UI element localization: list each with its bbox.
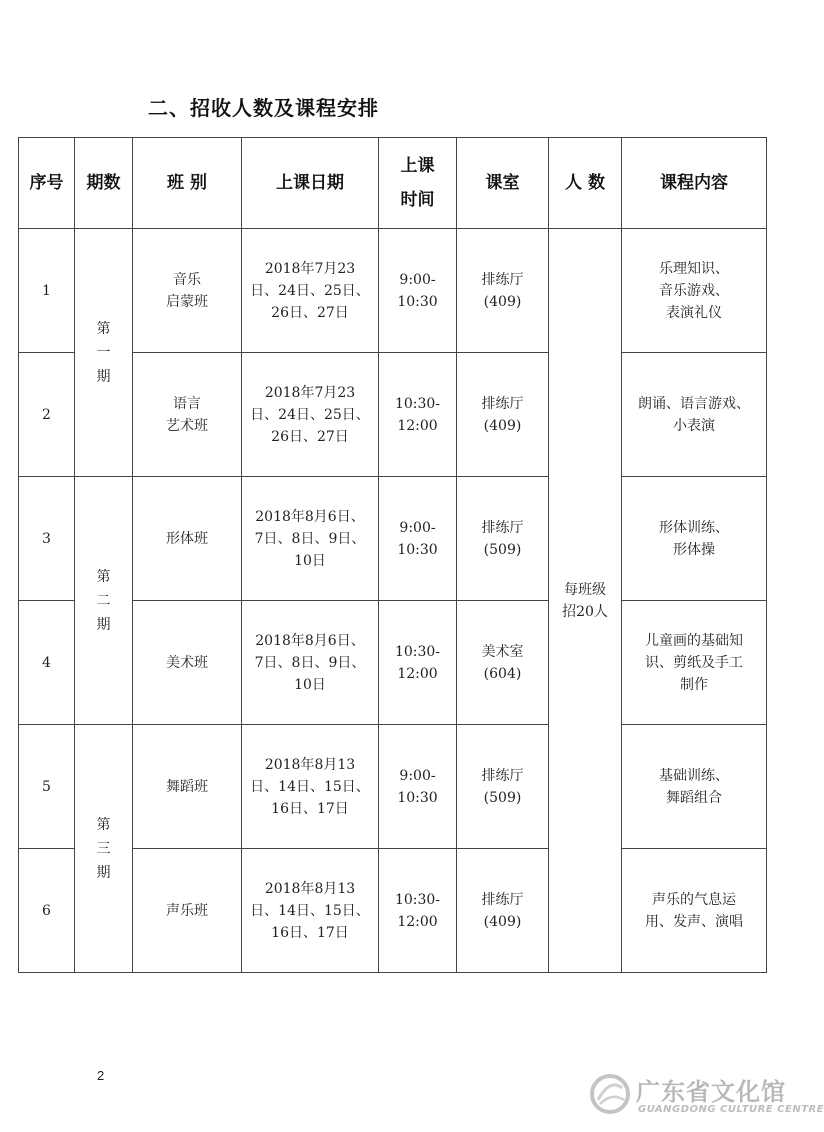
culture-centre-logo-icon xyxy=(588,1072,632,1116)
row-content: 乐理知识、 音乐游戏、 表演礼仪 xyxy=(622,229,767,353)
row-room: 排练厅 (409) xyxy=(457,353,549,477)
row-seq: 3 xyxy=(19,477,75,601)
row-room: 排练厅 (509) xyxy=(457,725,549,849)
header-row xyxy=(19,138,767,229)
header-period: 期数 xyxy=(75,138,133,229)
row-date: 2018年8月6日、 7日、8日、9日、 10日 xyxy=(242,601,379,725)
row-time: 10:30- 12:00 xyxy=(379,849,457,973)
schedule-table xyxy=(18,137,767,973)
row-class: 语言 艺术班 xyxy=(133,353,242,477)
period-label: 第 一 期 xyxy=(96,320,111,385)
row-seq: 4 xyxy=(19,601,75,725)
header-seq: 序号 xyxy=(19,138,75,229)
row-class: 舞蹈班 xyxy=(133,725,242,849)
period-label: 第 二 期 xyxy=(96,568,111,633)
row-date: 2018年8月13 日、14日、15日、 16日、17日 xyxy=(242,849,379,973)
row-room: 排练厅 (509) xyxy=(457,477,549,601)
row-seq: 1 xyxy=(19,229,75,353)
row-date: 2018年8月6日、 7日、8日、9日、 10日 xyxy=(242,477,379,601)
period-cell xyxy=(75,725,133,973)
table-row xyxy=(19,229,767,353)
row-date: 2018年7月23 日、24日、25日、 26日、27日 xyxy=(242,353,379,477)
row-date: 2018年8月13 日、14日、15日、 16日、17日 xyxy=(242,725,379,849)
page-number: 2 xyxy=(97,1068,105,1083)
row-seq: 6 xyxy=(19,849,75,973)
row-time: 9:00- 10:30 xyxy=(379,725,457,849)
watermark-name-en: GUANGDONG CULTURE CENTRE xyxy=(638,1104,824,1115)
header-class: 班 别 xyxy=(133,138,242,229)
period-cell xyxy=(75,229,133,477)
header-time: 上课 时间 xyxy=(379,138,457,229)
table-row xyxy=(19,477,767,601)
watermark xyxy=(588,1070,824,1122)
row-seq: 2 xyxy=(19,353,75,477)
header-room: 课室 xyxy=(457,138,549,229)
table-row xyxy=(19,725,767,849)
enrollment-cell: 每班级 招20人 xyxy=(549,229,622,973)
row-room: 排练厅 (409) xyxy=(457,229,549,353)
period-cell xyxy=(75,477,133,725)
row-time: 9:00- 10:30 xyxy=(379,229,457,353)
row-date: 2018年7月23 日、24日、25日、 26日、27日 xyxy=(242,229,379,353)
row-class: 美术班 xyxy=(133,601,242,725)
row-content: 朗诵、语言游戏、 小表演 xyxy=(622,353,767,477)
header-count: 人 数 xyxy=(549,138,622,229)
row-content: 儿童画的基础知 识、剪纸及手工 制作 xyxy=(622,601,767,725)
row-seq: 5 xyxy=(19,725,75,849)
watermark-name-cn: 广东省文化馆 xyxy=(636,1078,786,1106)
row-content: 基础训练、 舞蹈组合 xyxy=(622,725,767,849)
row-class: 形体班 xyxy=(133,477,242,601)
row-content: 声乐的气息运 用、发声、演唱 xyxy=(622,849,767,973)
row-content: 形体训练、 形体操 xyxy=(622,477,767,601)
page-title: 二、招收人数及课程安排 xyxy=(148,96,379,120)
period-label: 第 三 期 xyxy=(96,816,111,881)
row-time: 9:00- 10:30 xyxy=(379,477,457,601)
row-class: 音乐 启蒙班 xyxy=(133,229,242,353)
row-room: 美术室 (604) xyxy=(457,601,549,725)
row-time: 10:30- 12:00 xyxy=(379,601,457,725)
header-content: 课程内容 xyxy=(622,138,767,229)
header-date: 上课日期 xyxy=(242,138,379,229)
row-time: 10:30- 12:00 xyxy=(379,353,457,477)
row-room: 排练厅 (409) xyxy=(457,849,549,973)
row-class: 声乐班 xyxy=(133,849,242,973)
